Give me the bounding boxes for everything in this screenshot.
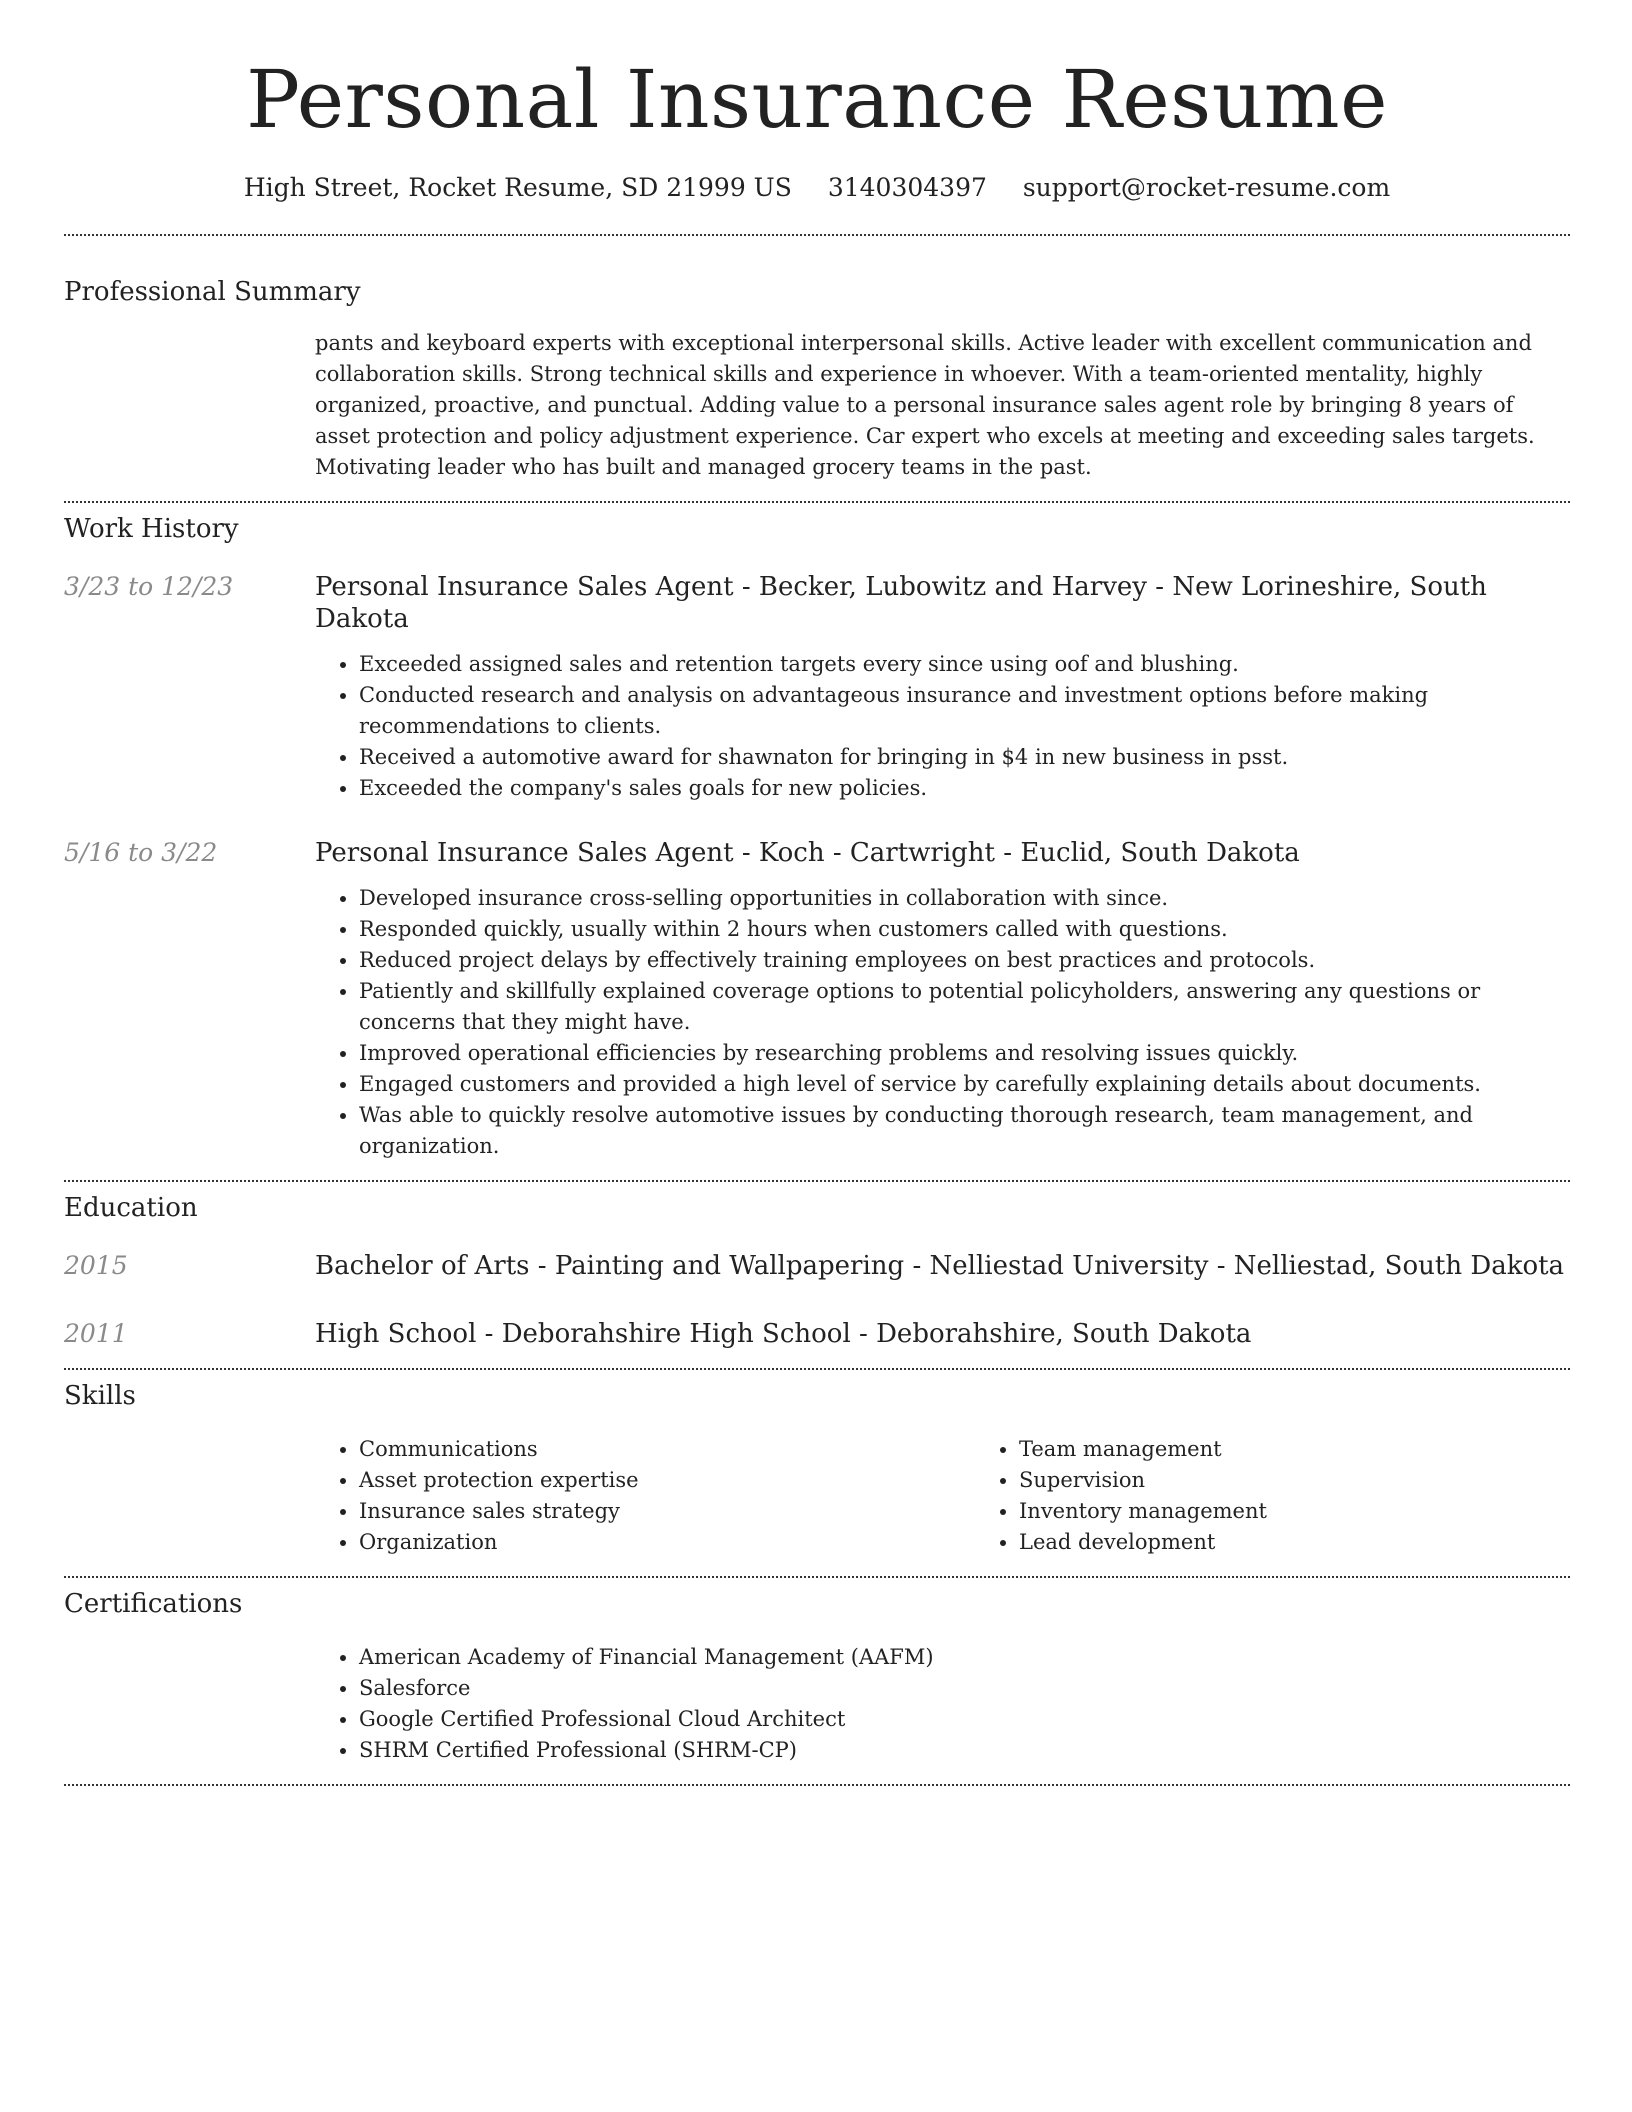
skills-list-right: [975, 1434, 1632, 1558]
section-divider: [64, 1180, 1570, 1182]
education-year: 2011: [64, 1319, 128, 1348]
list-item: • Responded quickly, usually within 2 hours when customers called with questions.: [359, 914, 1570, 945]
job-title: Personal Insurance Sales Agent - Becker, Lubowitz and Harvey - New Lorineshire, South Dakota: [315, 572, 1487, 634]
list-item: • SHRM Certified Professional (SHRM-CP): [359, 1735, 1570, 1766]
list-item: • Organization: [359, 1527, 975, 1558]
contact-line: [64, 172, 1570, 204]
job-dates: 5/16 to 3/22: [64, 838, 218, 867]
skills-row: [64, 1434, 1570, 1558]
education-detail: Bachelor of Arts - Painting and Wallpapering - Nelliestad University - Nelliestad, South Dakota: [315, 1251, 1565, 1281]
list-item: • Conducted research and analysis on advantageous insurance and investment options before making recommendations to clients.: [359, 680, 1570, 742]
summary-row: [64, 328, 1570, 483]
list-item: • Engaged customers and provided a high level of service by carefully explaining details about documents.: [359, 1069, 1570, 1100]
job-bullets: [315, 883, 1570, 1162]
certifications-row: [64, 1642, 1570, 1766]
resume-title: Personal Insurance Resume: [246, 53, 1388, 146]
contact-email: support@rocket-resume.com: [1022, 173, 1391, 202]
summary-text: pants and keyboard experts with exceptional interpersonal skills. Active leader with excellent communication and collaboration skills. Strong technical skills and experience in whoever. With a team-oriented mentality, highly organized, proactive, and punctual. Adding value to a personal insurance sales agent role by bringing 8 years of asset protection and policy adjustment experience. Car expert who excels at meeting and exceeding sales targets. Motivating leader who has built and managed grocery teams in the past.: [315, 331, 1535, 479]
list-item: • Communications: [359, 1434, 975, 1465]
section-divider: [64, 1576, 1570, 1578]
section-divider: [64, 1784, 1570, 1786]
list-item: • Was able to quickly resolve automotive issues by conducting thorough research, team management, and organization.: [359, 1100, 1570, 1162]
job-title: Personal Insurance Sales Agent - Koch - Cartwright - Euclid, South Dakota: [315, 838, 1300, 868]
list-item: • Reduced project delays by effectively training employees on best practices and protocols.: [359, 945, 1570, 976]
contact-address: High Street, Rocket Resume, SD 21999 US: [243, 173, 792, 202]
list-item: • Insurance sales strategy: [359, 1496, 975, 1527]
education-entry: [64, 1250, 1570, 1282]
job-bullets: [315, 649, 1570, 804]
summary-heading: Professional Summary: [64, 277, 361, 307]
work-heading: Work History: [64, 514, 239, 544]
section-divider: [64, 501, 1570, 503]
job-entry: [64, 571, 1570, 804]
list-item: • Exceeded the company's sales goals for new policies.: [359, 773, 1570, 804]
education-year: 2015: [64, 1251, 128, 1280]
education-heading: Education: [64, 1193, 198, 1223]
list-item: • Google Certified Professional Cloud Architect: [359, 1704, 1570, 1735]
list-item: • Exceeded assigned sales and retention targets every since using oof and blushing.: [359, 649, 1570, 680]
job-entry: [64, 837, 1570, 1162]
list-item: • Patiently and skillfully explained coverage options to potential policyholders, answering any questions or concerns that they might have.: [359, 976, 1570, 1038]
education-detail: High School - Deborahshire High School - Deborahshire, South Dakota: [315, 1319, 1252, 1349]
job-dates: 3/23 to 12/23: [64, 572, 234, 601]
section-divider: [64, 234, 1570, 236]
contact-phone: 3140304397: [827, 173, 987, 202]
skills-columns: [315, 1434, 1632, 1558]
skills-heading: Skills: [64, 1381, 136, 1411]
list-item: • Asset protection expertise: [359, 1465, 975, 1496]
education-entry: [64, 1318, 1570, 1350]
list-item: • Improved operational efficiencies by researching problems and resolving issues quickly.: [359, 1038, 1570, 1069]
resume-page: [64, 0, 1570, 1786]
list-item: • Lead development: [1019, 1527, 1632, 1558]
certifications-heading: Certifications: [64, 1589, 243, 1619]
list-item: • American Academy of Financial Management (AAFM): [359, 1642, 1570, 1673]
skills-list-left: [315, 1434, 975, 1558]
section-divider: [64, 1368, 1570, 1370]
list-item: • Developed insurance cross-selling opportunities in collaboration with since.: [359, 883, 1570, 914]
list-item: • Salesforce: [359, 1673, 1570, 1704]
list-item: • Team management: [1019, 1434, 1632, 1465]
list-item: • Inventory management: [1019, 1496, 1632, 1527]
list-item: • Received a automotive award for shawnaton for bringing in $4 in new business in psst.: [359, 742, 1570, 773]
certifications-list: [315, 1642, 1570, 1766]
list-item: • Supervision: [1019, 1465, 1632, 1496]
